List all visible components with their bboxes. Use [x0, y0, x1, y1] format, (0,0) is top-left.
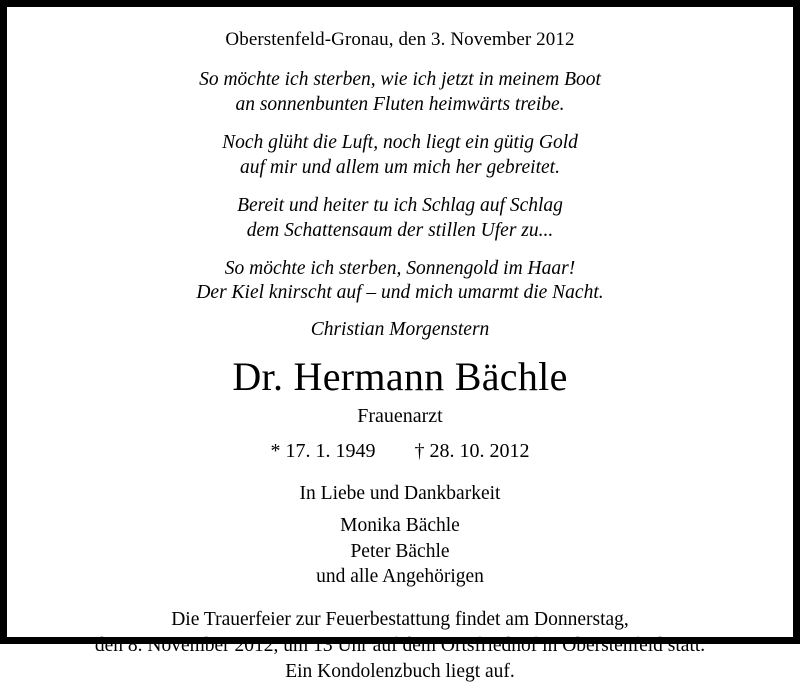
- birth-date: * 17. 1. 1949: [270, 440, 376, 463]
- poem: [47, 68, 753, 307]
- poem-line: Noch glüht die Luft, noch liegt ein gütig Gold: [222, 131, 578, 153]
- deceased-name: Dr. Hermann Bächle: [232, 354, 568, 400]
- dedication-text: In Liebe und Dankbarkeit: [299, 483, 501, 505]
- ceremony-line: Die Trauerfeier zur Feuerbestattung findet am Donnerstag,: [171, 609, 629, 631]
- poem-line: So möchte ich sterben, Sonnengold im Haar!: [224, 257, 576, 279]
- poem-line: Der Kiel knirscht auf – und mich umarmt die Nacht.: [196, 282, 604, 304]
- poem-line: auf mir und allem um mich her gebreitet.: [240, 156, 560, 178]
- poem-stanza: [47, 131, 753, 181]
- ceremony-line: den 8. November 2012, um 13 Uhr auf dem Ortsfriedhof in Oberstenfeld statt.: [94, 635, 706, 657]
- deceased-profession: Frauenarzt: [357, 405, 443, 428]
- survivors-list: [47, 513, 753, 589]
- life-dates: [47, 440, 753, 463]
- poem-stanza: [47, 257, 753, 307]
- place-and-date: Oberstenfeld-Gronau, den 3. November 2012: [225, 29, 575, 50]
- survivor-group: und alle Angehörigen: [316, 566, 484, 588]
- poem-author: Christian Morgenstern: [310, 319, 490, 341]
- ceremony-details: [47, 607, 753, 684]
- poem-line: an sonnenbunten Fluten heimwärts treibe.: [235, 93, 565, 115]
- survivor-name: Peter Bächle: [350, 540, 450, 562]
- death-date: † 28. 10. 2012: [414, 440, 530, 463]
- ceremony-line: Ein Kondolenzbuch liegt auf.: [285, 660, 515, 682]
- poem-line: Bereit und heiter tu ich Schlag auf Schlag: [237, 194, 563, 216]
- poem-line: dem Schattensaum der stillen Ufer zu...: [246, 219, 554, 241]
- poem-line: So möchte ich sterben, wie ich jetzt in meinem Boot: [199, 68, 601, 90]
- poem-stanza: [47, 68, 753, 118]
- survivor-name: Monika Bächle: [340, 515, 460, 537]
- poem-stanza: [47, 194, 753, 244]
